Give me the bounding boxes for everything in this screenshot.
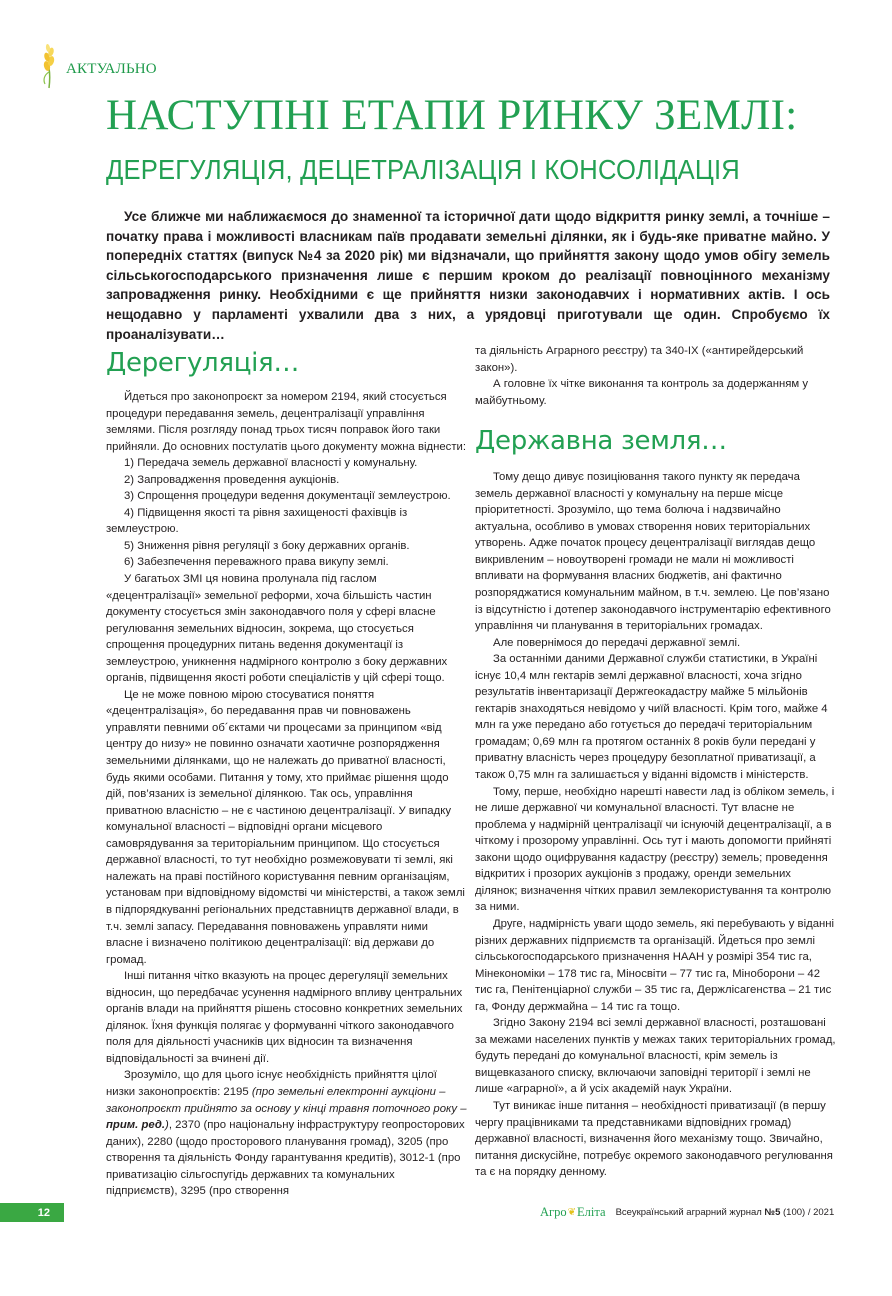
right-column — [475, 343, 836, 1181]
paragraph: Але повернімося до передачі державної землі. — [493, 636, 741, 649]
paragraph: За останніми даними Державної служби статистики, в Україні існує 10,4 млн гектарів землі державної власності, хоча згідно результатів інвентаризації Держгеокадастру майже 5 мільйонів гектарів знаходяться невідомо у чиїй власності. Крім того, майже 4 млн га уже передано або готується до передачі територіальним громадам; 0,69 млн га протягом останніх 8 років були передані у приватну власність через процедуру безоплатної приватизації, а також 0,75 млн га залишається у віданні відомств і міністерств. — [475, 653, 828, 782]
paragraph-continuation: та діяльність Аграрного реєстру) та 340-IX («антирейдерський закон»). — [475, 345, 804, 374]
page-number-badge — [0, 1203, 64, 1222]
list-item: 3) Спрощення процедури ведення документації землеустрою. — [124, 490, 451, 503]
paragraph-bills — [106, 1067, 467, 1199]
paragraph: Тому дещо дивує позиціювання такого пункту як передача земель державної власності у комунальну на перше місце пріоритетності. Зрозуміло, що тема болюча і надзвичайно актуальна, особливо в умовах створення нових територіальних утворень. Адже початок процесу децентралізації виглядав дещо викривленим – новоутворені громади не мали ні можливості впливати на формування власних бюджетів, ані фактично розпоряджатися комунальним майном, в т.ч. землею. Це пов’язано із відсутністю і дотепер законодавчого інструментарію ефективного управління чи планування в територіальних громадах. — [475, 471, 831, 633]
article-title: НАСТУПНІ ЕТАПИ РИНКУ ЗЕМЛІ: — [106, 92, 798, 139]
section-heading-deregulation: Дерегуляція… — [106, 348, 300, 378]
footer-brand — [540, 1205, 834, 1220]
logo-text-part2: Еліта — [577, 1205, 606, 1219]
paragraph: Друге, надмірність уваги щодо земель, які перебувають у віданні різних державних підприємств та організацій. Йдеться про землі сільськогосподарського призначення НААН у розмірі 354 тис га, Мінекономіки – 178 тис га, Міносвіти – 77 тис га, Міноборони – 42 тис га, Пенітенціарної служби – 35 тис га, Держлісагенства – 21 тис га, Фонду держмайна – 14 тис га тощо. — [475, 917, 835, 1013]
list-item: 1) Передача земель державної власності у комунальну. — [124, 457, 418, 470]
text-run: Зрозуміло, що для цього існує необхідність прийняття цілої низки законопроєктів: 2195 — [106, 1069, 437, 1098]
editor-note: (про земельні електронні аукціони – законопроєкт прийнято за основу у кінці травня поточного року – — [106, 1085, 467, 1115]
section-tag — [40, 42, 157, 90]
leaf-icon: ❦ — [567, 1207, 577, 1218]
journal-year: (100) / 2021 — [780, 1207, 835, 1218]
journal-issue: №5 — [764, 1207, 781, 1218]
editor-note-label: прим. ред. — [106, 1119, 166, 1132]
paragraph: Це не може повною мірою стосуватися поняття «децентралізація», бо передавання прав чи повноважень управляти певними об´єктами чи процесами за принципом «від центру до низу» не повинно означати хаотичне розпорядження земельними ділянками, що не належать до приватної власності, будь якими особами. Питання у тому, хто приймає рішення щодо дій, пов’язаних із земельної ділянкою. Так ось, управління приватною власністю – не є частиною децентралізації. У випадку комунальної власності – відповідні органи місцевого самоврядування за територіальним принципом. Що стосується державної власності, то тут необхідно розмежовувати ті землі, які належать на праві постійного користування певним організаціям, установам при відповідному відомстві чи міністерстві, а також землі в підпорядкуванні регіональних представництв державної влади, в т.ч. землі запасу. Передавання повноважень управляти ними власне і визначено політикою децентралізації: від держави до громад. — [106, 688, 465, 966]
paragraph: У багатьох ЗМІ ця новина пролунала під гаслом «децентралізації» земельної реформи, хоча більшість частин документу стосується змін законодавчого поля у сфері власне регулювання земельних відносин, зокрема, що стосується спрощення процедурних питань ведення документації із землеустрою, уникнення надмірного контролю з боку державних органів, підвищення якості роботи спеціалістів у цій сфері тощо. — [106, 573, 448, 685]
journal-name: Всеукраїнський аграрний журнал — [615, 1207, 765, 1218]
lead-paragraph — [106, 207, 830, 344]
paragraph: Тому, перше, необхідно нарешті навести лад із обліком земель, і не лише державної чи комунальної власності. Тут власне не проблема у надмірній централізації чи існуючій децентралізації, а в чіткому і прозорому управлінні. Ось тут і мають допомогти прийняті закони щодо оцифрування кадастру (реєстру) земель; проведення відкритих і прозорих аукціонів з продажу, оренди земельних ділянок; визначення чітких правил землекористування та контролю за ними. — [475, 785, 835, 914]
article-subtitle: ДЕРЕГУЛЯЦІЯ, ДЕЦЕТРАЛІЗАЦІЯ І КОНСОЛІДАЦІЯ — [106, 154, 740, 185]
list-item: 2) Запровадження проведення аукціонів. — [124, 473, 340, 486]
agroelita-logo — [540, 1205, 606, 1220]
section-label: АКТУАЛЬНО — [66, 60, 157, 77]
wheat-icon — [40, 42, 62, 90]
paragraph: А головне їх чітке виконання та контроль за додержанням у майбутньому. — [475, 378, 808, 407]
list-item: 4) Підвищення якості та рівня захищеності фахівців із землеустрою. — [106, 506, 408, 536]
paragraph: Інші питання чітко вказують на процес дерегуляції земельних відносин, що передбачає усунення надмірного впливу центральних органів влади на прийняття рішень стосовно конкретних земельних ділянок. Їхня функція полягає у формуванні чіткого законодавчого поля для діяльності учасників цих відносин та визначення відповідальності за вчинені дії. — [106, 970, 463, 1065]
logo-text-part1: Агро — [540, 1205, 567, 1219]
section-heading-state-land: Державна земля… — [475, 426, 727, 457]
journal-info — [616, 1207, 835, 1218]
list-item: 6) Забезпечення переважного права викупу землі. — [124, 556, 389, 569]
text-run: , 2370 (про національну інфраструктуру геопросторових даних), 2280 (щодо просторового планування громад), 3205 (про створення та діяльність Фонду гарантування кредитів), 3012-1 (про приватизацію сільгоспугідь державних та комунальних підприємств), 3295 (про створення — [106, 1119, 465, 1198]
lead-text: Усе ближче ми наближаємося до знаменної та історичної дати щодо відкриття ринку землі, а точніше – початку права і можливості власникам паїв продавати земельні ділянки, як і будь-яке приватне майно. У попередніх статтях (випуск №4 за 2020 рік) ми відзначали, що прийняття закону щодо умов обігу земель сільськогосподарського призначення лише є першим кроком до реалізації повноцінного механізму запровадження ринку. Необхідними є ще прийняття низки законодавчих і нормативних актів. І ось нещодавно у парламенті ухвалили два з них, а урядовці приготували ще один. Спробуємо їх проаналізувати… — [106, 209, 830, 342]
page-number: 12 — [37, 1206, 50, 1219]
list-item: 5) Зниження рівня регуляції з боку державних органів. — [124, 539, 410, 552]
paragraph: Згідно Закону 2194 всі землі державної власності, розташовані за межами населених пунктів у межах таких територіальних громад, будуть передані до комунальної власності, крім земель із вищевказаного списку, включаючи заповідні території і землі не лише «аграрної», а й усіх академій наук України. — [475, 1017, 836, 1096]
paragraph: Тут виникає інше питання – необхідності приватизації (в першу чергу працівниками та представниками відповідних громад) державної власності, визначення його механізму тощо. Звичайно, питання дискусійне, потребує окремого законодавчого регулювання та є на порядку денному. — [475, 1099, 833, 1179]
editor-note-close: ) — [165, 1119, 169, 1132]
paragraph: Йдеться про законопроєкт за номером 2194, який стосується процедури передавання земель, децентралізації управління землями. Після розгляду понад трьох тисяч поправок його таки прийняли. До основних постулатів цього документу можна віднести: — [106, 391, 467, 453]
left-column — [106, 343, 467, 1200]
